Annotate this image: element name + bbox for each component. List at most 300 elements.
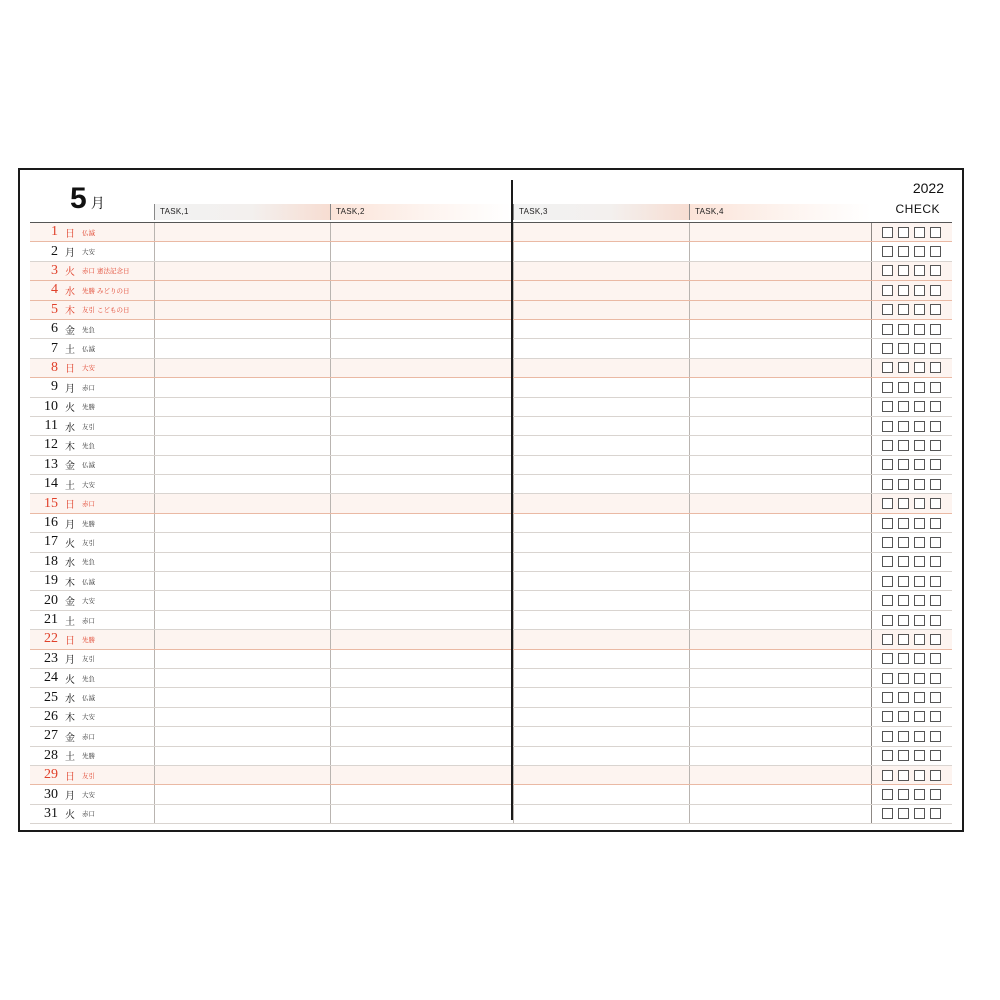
check-cell <box>871 398 952 416</box>
checkbox[interactable] <box>882 770 893 781</box>
column-divider <box>330 514 331 532</box>
checkbox[interactable] <box>930 653 941 664</box>
column-divider <box>513 514 514 532</box>
check-cell <box>871 785 952 803</box>
date-number: 3 <box>51 262 58 278</box>
checkbox[interactable] <box>882 576 893 587</box>
checkbox[interactable] <box>914 324 925 335</box>
checkbox[interactable] <box>898 731 909 742</box>
checkbox[interactable] <box>914 634 925 645</box>
column-divider <box>689 262 690 280</box>
column-divider <box>154 378 155 396</box>
checkbox[interactable] <box>898 324 909 335</box>
checkbox[interactable] <box>930 576 941 587</box>
checkbox[interactable] <box>898 401 909 412</box>
column-divider <box>154 650 155 668</box>
column-divider <box>689 708 690 726</box>
checkbox[interactable] <box>898 750 909 761</box>
checkbox[interactable] <box>898 459 909 470</box>
checkbox[interactable] <box>930 479 941 490</box>
column-divider <box>689 533 690 551</box>
checkbox[interactable] <box>914 692 925 703</box>
checkbox[interactable] <box>882 227 893 238</box>
checkbox[interactable] <box>882 362 893 373</box>
rokuyo-label: 大安 <box>82 714 95 722</box>
column-divider <box>330 320 331 338</box>
column-divider <box>330 591 331 609</box>
date-cell <box>30 320 154 338</box>
rokuyo-label: 先勝 <box>82 753 95 761</box>
column-divider <box>154 456 155 474</box>
column-divider <box>154 785 155 803</box>
date-cell <box>30 436 154 454</box>
date-number: 4 <box>51 282 58 298</box>
checkbox[interactable] <box>898 440 909 451</box>
table-row[interactable] <box>30 494 952 513</box>
checkbox[interactable] <box>930 789 941 800</box>
date-number: 25 <box>44 689 58 705</box>
date-cell <box>30 553 154 571</box>
date-number: 29 <box>44 767 58 783</box>
checkbox[interactable] <box>898 808 909 819</box>
rokuyo-label: 先勝 <box>82 520 95 528</box>
checkbox[interactable] <box>930 343 941 354</box>
column-divider <box>154 514 155 532</box>
check-cell <box>871 727 952 745</box>
checkbox[interactable] <box>898 421 909 432</box>
checkbox[interactable] <box>930 711 941 722</box>
checkbox[interactable] <box>914 459 925 470</box>
checkbox[interactable] <box>898 770 909 781</box>
checkbox[interactable] <box>930 304 941 315</box>
rokuyo-label: 先負 <box>82 559 95 567</box>
rokuyo-label: 友引 <box>82 539 95 547</box>
checkbox[interactable] <box>930 265 941 276</box>
checkbox[interactable] <box>898 285 909 296</box>
checkbox[interactable] <box>898 227 909 238</box>
table-row[interactable] <box>30 475 952 494</box>
column-divider <box>513 669 514 687</box>
date-number: 13 <box>44 456 58 472</box>
date-number: 11 <box>44 418 58 434</box>
table-row[interactable] <box>30 223 952 242</box>
date-cell <box>30 475 154 493</box>
date-number: 12 <box>44 437 58 453</box>
checkbox[interactable] <box>930 537 941 548</box>
checkbox[interactable] <box>882 518 893 529</box>
checkbox[interactable] <box>898 246 909 257</box>
date-number: 22 <box>44 631 58 647</box>
table-row[interactable] <box>30 727 952 746</box>
checkbox[interactable] <box>930 362 941 373</box>
column-divider <box>689 436 690 454</box>
checkbox[interactable] <box>882 556 893 567</box>
checkbox[interactable] <box>914 440 925 451</box>
weekday-label: 火 <box>65 267 75 279</box>
column-divider <box>330 669 331 687</box>
checkbox[interactable] <box>882 692 893 703</box>
column-divider <box>689 785 690 803</box>
check-cell <box>871 223 952 241</box>
checkbox[interactable] <box>882 498 893 509</box>
check-cell <box>871 320 952 338</box>
rokuyo-label: 仏滅 <box>82 346 95 354</box>
column-divider <box>513 747 514 765</box>
checkbox[interactable] <box>930 246 941 257</box>
column-divider <box>513 301 514 319</box>
column-divider <box>513 708 514 726</box>
checkbox[interactable] <box>914 518 925 529</box>
table-row[interactable] <box>30 611 952 630</box>
column-divider <box>330 553 331 571</box>
checkbox[interactable] <box>898 304 909 315</box>
rokuyo-label: 大安 <box>82 792 95 800</box>
checkbox[interactable] <box>930 556 941 567</box>
date-number: 2 <box>51 243 58 259</box>
weekday-label: 水 <box>65 422 75 434</box>
weekday-label: 火 <box>65 403 75 415</box>
checkbox[interactable] <box>882 479 893 490</box>
checkbox[interactable] <box>930 692 941 703</box>
checkbox[interactable] <box>882 304 893 315</box>
column-divider <box>154 417 155 435</box>
table-row[interactable] <box>30 456 952 475</box>
table-row[interactable] <box>30 398 952 417</box>
checkbox[interactable] <box>914 673 925 684</box>
rokuyo-label: 先勝 <box>82 636 95 644</box>
checkbox[interactable] <box>930 382 941 393</box>
weekday-label: 月 <box>65 655 75 667</box>
column-divider <box>154 436 155 454</box>
table-row[interactable] <box>30 785 952 804</box>
rokuyo-label: 仏滅 <box>82 695 95 703</box>
checkbox[interactable] <box>930 808 941 819</box>
column-divider <box>154 223 155 241</box>
rokuyo-label: 先負 <box>82 326 95 334</box>
checkbox[interactable] <box>882 421 893 432</box>
checkbox[interactable] <box>882 615 893 626</box>
checkbox[interactable] <box>898 518 909 529</box>
checkbox[interactable] <box>898 343 909 354</box>
checkbox[interactable] <box>914 498 925 509</box>
checkbox[interactable] <box>914 285 925 296</box>
column-divider <box>330 262 331 280</box>
check-cell <box>871 688 952 706</box>
checkbox[interactable] <box>898 556 909 567</box>
checkbox[interactable] <box>882 750 893 761</box>
checkbox[interactable] <box>882 459 893 470</box>
checkbox[interactable] <box>898 498 909 509</box>
table-row[interactable] <box>30 533 952 552</box>
column-divider <box>154 494 155 512</box>
checkbox[interactable] <box>898 634 909 645</box>
checkbox[interactable] <box>882 382 893 393</box>
holiday-note: みどりの日 <box>97 287 130 295</box>
column-divider <box>513 378 514 396</box>
checkbox[interactable] <box>930 498 941 509</box>
checkbox[interactable] <box>930 634 941 645</box>
date-cell <box>30 301 154 319</box>
checkbox[interactable] <box>930 673 941 684</box>
column-divider <box>689 475 690 493</box>
date-cell <box>30 688 154 706</box>
checkbox[interactable] <box>914 421 925 432</box>
column-divider <box>513 494 514 512</box>
date-cell <box>30 378 154 396</box>
checkbox[interactable] <box>882 324 893 335</box>
checkbox[interactable] <box>882 285 893 296</box>
table-row[interactable] <box>30 747 952 766</box>
checkbox[interactable] <box>914 382 925 393</box>
column-divider <box>513 242 514 260</box>
check-cell <box>871 262 952 280</box>
column-divider <box>513 572 514 590</box>
table-row[interactable] <box>30 805 952 824</box>
column-divider <box>154 630 155 648</box>
checkbox[interactable] <box>914 479 925 490</box>
column-divider <box>513 281 514 299</box>
checkbox[interactable] <box>882 537 893 548</box>
column-divider <box>689 650 690 668</box>
checkbox[interactable] <box>914 246 925 257</box>
column-divider <box>689 669 690 687</box>
column-divider <box>689 417 690 435</box>
task-header-3[interactable]: TASK,3 <box>513 204 689 220</box>
checkbox[interactable] <box>898 653 909 664</box>
checkbox[interactable] <box>882 343 893 354</box>
column-divider <box>330 650 331 668</box>
checkbox[interactable] <box>882 595 893 606</box>
checkbox[interactable] <box>914 595 925 606</box>
day-grid <box>30 222 952 820</box>
table-row[interactable] <box>30 281 952 300</box>
checkbox[interactable] <box>930 731 941 742</box>
table-row[interactable] <box>30 417 952 436</box>
date-number: 26 <box>44 708 58 724</box>
date-cell <box>30 650 154 668</box>
weekday-label: 木 <box>65 441 75 453</box>
table-row[interactable] <box>30 708 952 727</box>
checkbox[interactable] <box>898 789 909 800</box>
rokuyo-label: 大安 <box>82 365 95 373</box>
task-header-1[interactable]: TASK,1 <box>154 204 330 220</box>
check-cell <box>871 650 952 668</box>
date-cell <box>30 611 154 629</box>
check-cell <box>871 533 952 551</box>
checkbox[interactable] <box>930 440 941 451</box>
checkbox[interactable] <box>882 653 893 664</box>
column-divider <box>154 708 155 726</box>
checkbox[interactable] <box>898 537 909 548</box>
checkbox[interactable] <box>898 615 909 626</box>
checkbox[interactable] <box>930 459 941 470</box>
checkbox[interactable] <box>898 692 909 703</box>
table-row[interactable] <box>30 339 952 358</box>
checkbox[interactable] <box>882 673 893 684</box>
column-divider <box>689 553 690 571</box>
checkbox[interactable] <box>914 653 925 664</box>
column-divider <box>330 223 331 241</box>
checkbox[interactable] <box>898 479 909 490</box>
weekday-label: 金 <box>65 597 75 609</box>
checkbox[interactable] <box>930 595 941 606</box>
checkbox[interactable] <box>914 227 925 238</box>
date-number: 6 <box>51 321 58 337</box>
checkbox[interactable] <box>898 595 909 606</box>
column-divider <box>513 320 514 338</box>
column-divider <box>513 727 514 745</box>
table-row[interactable] <box>30 688 952 707</box>
checkbox[interactable] <box>882 711 893 722</box>
checkbox[interactable] <box>914 789 925 800</box>
checkbox[interactable] <box>914 750 925 761</box>
date-cell <box>30 242 154 260</box>
checkbox[interactable] <box>898 673 909 684</box>
column-divider <box>330 436 331 454</box>
date-cell <box>30 533 154 551</box>
table-row[interactable] <box>30 514 952 533</box>
check-cell <box>871 417 952 435</box>
column-divider <box>330 242 331 260</box>
table-row[interactable] <box>30 669 952 688</box>
table-row[interactable] <box>30 553 952 572</box>
checkbox[interactable] <box>914 401 925 412</box>
checkbox[interactable] <box>882 440 893 451</box>
table-row[interactable] <box>30 262 952 281</box>
table-row[interactable] <box>30 301 952 320</box>
column-divider <box>689 591 690 609</box>
checkbox[interactable] <box>930 401 941 412</box>
checkbox[interactable] <box>930 518 941 529</box>
column-divider <box>154 475 155 493</box>
weekday-label: 月 <box>65 383 75 395</box>
task-header-2[interactable]: TASK,2 <box>330 204 511 220</box>
rokuyo-label: 大安 <box>82 598 95 606</box>
date-number: 7 <box>51 340 58 356</box>
checkbox[interactable] <box>898 382 909 393</box>
table-row[interactable] <box>30 242 952 261</box>
column-divider <box>330 572 331 590</box>
column-divider <box>689 572 690 590</box>
column-divider <box>689 494 690 512</box>
column-divider <box>330 359 331 377</box>
checkbox[interactable] <box>898 711 909 722</box>
rokuyo-label: 友引 <box>82 423 95 431</box>
rokuyo-label: 先負 <box>82 675 95 683</box>
check-cell <box>871 494 952 512</box>
column-divider <box>330 747 331 765</box>
column-divider <box>330 785 331 803</box>
weekday-label: 日 <box>65 771 75 783</box>
table-row[interactable] <box>30 591 952 610</box>
checkbox[interactable] <box>930 421 941 432</box>
check-cell <box>871 766 952 784</box>
column-divider <box>689 320 690 338</box>
checkbox[interactable] <box>914 362 925 373</box>
check-cell <box>871 572 952 590</box>
table-row[interactable] <box>30 359 952 378</box>
column-divider <box>689 611 690 629</box>
date-cell <box>30 456 154 474</box>
page-spine <box>511 180 513 820</box>
checkbox[interactable] <box>930 227 941 238</box>
column-divider <box>513 262 514 280</box>
checkbox[interactable] <box>914 731 925 742</box>
column-divider <box>330 398 331 416</box>
checkbox[interactable] <box>930 615 941 626</box>
checkbox[interactable] <box>882 246 893 257</box>
column-divider <box>330 533 331 551</box>
check-cell <box>871 630 952 648</box>
table-row[interactable] <box>30 650 952 669</box>
checkbox[interactable] <box>930 324 941 335</box>
column-divider <box>689 223 690 241</box>
column-divider <box>330 688 331 706</box>
column-divider <box>513 339 514 357</box>
checkbox[interactable] <box>914 556 925 567</box>
checkbox[interactable] <box>882 401 893 412</box>
table-row[interactable] <box>30 572 952 591</box>
column-divider <box>154 359 155 377</box>
table-row[interactable] <box>30 378 952 397</box>
checkbox[interactable] <box>930 750 941 761</box>
checkbox[interactable] <box>882 789 893 800</box>
date-cell <box>30 591 154 609</box>
date-number: 15 <box>44 495 58 511</box>
checkbox[interactable] <box>914 711 925 722</box>
checkbox[interactable] <box>914 615 925 626</box>
checkbox[interactable] <box>882 731 893 742</box>
column-divider <box>513 398 514 416</box>
checkbox[interactable] <box>882 265 893 276</box>
checkbox[interactable] <box>914 808 925 819</box>
checkbox[interactable] <box>914 576 925 587</box>
column-divider <box>513 591 514 609</box>
checkbox[interactable] <box>914 770 925 781</box>
table-row[interactable] <box>30 630 952 649</box>
table-row[interactable] <box>30 320 952 339</box>
checkbox[interactable] <box>882 634 893 645</box>
checkbox[interactable] <box>930 285 941 296</box>
column-divider <box>330 708 331 726</box>
column-divider <box>330 494 331 512</box>
checkbox[interactable] <box>882 808 893 819</box>
column-divider <box>689 727 690 745</box>
checkbox[interactable] <box>914 304 925 315</box>
task-header-4[interactable]: TASK,4 <box>689 204 871 220</box>
checkbox[interactable] <box>914 265 925 276</box>
weekday-label: 水 <box>65 286 75 298</box>
checkbox[interactable] <box>914 343 925 354</box>
month-number: 5 <box>70 182 86 215</box>
checkbox[interactable] <box>898 265 909 276</box>
weekday-label: 日 <box>65 228 75 240</box>
checkbox[interactable] <box>898 576 909 587</box>
column-divider <box>330 611 331 629</box>
table-row[interactable] <box>30 766 952 785</box>
column-divider <box>154 533 155 551</box>
checkbox[interactable] <box>898 362 909 373</box>
column-divider <box>689 359 690 377</box>
checkbox[interactable] <box>914 537 925 548</box>
check-column-label: CHECK <box>895 202 940 216</box>
column-divider <box>330 727 331 745</box>
checkbox[interactable] <box>930 770 941 781</box>
column-divider <box>513 688 514 706</box>
date-number: 5 <box>51 301 58 317</box>
year-label: 2022 <box>912 180 944 196</box>
table-row[interactable] <box>30 436 952 455</box>
